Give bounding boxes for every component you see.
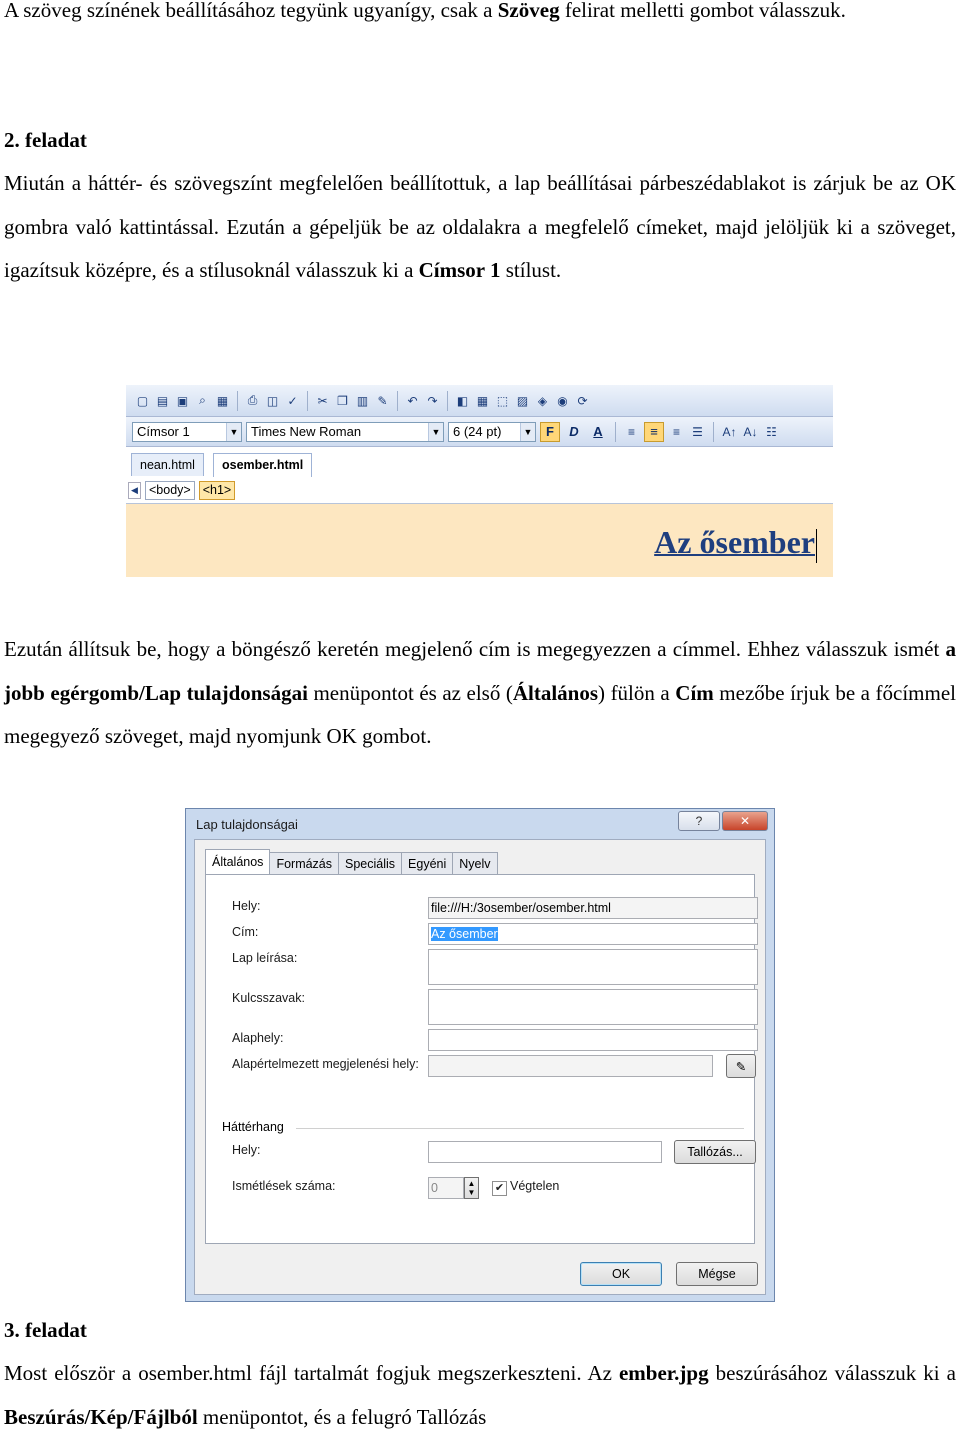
text-bold: Címsor 1 xyxy=(418,258,501,282)
crumb-body[interactable]: <body> xyxy=(145,481,195,500)
print-icon[interactable]: ⎙ xyxy=(247,393,258,407)
default-target-field[interactable] xyxy=(428,1055,713,1077)
browse-button[interactable]: Tallózás... xyxy=(674,1140,756,1164)
find-icon[interactable]: ⌕ xyxy=(199,393,206,407)
publish-icon[interactable]: ▦ xyxy=(216,393,229,408)
title-field[interactable] xyxy=(428,923,758,945)
heading-task-3: 3. feladat xyxy=(4,1318,87,1342)
text-segment: beszúrásához válasszuk ki a xyxy=(708,1361,956,1385)
loop-spinner[interactable] xyxy=(464,1177,479,1199)
size-combo[interactable] xyxy=(448,422,536,442)
insert-picture-icon[interactable]: ▨ xyxy=(516,393,529,408)
description-label: Lap leírása: xyxy=(232,951,298,965)
sound-location-field[interactable] xyxy=(428,1141,662,1163)
align-right-icon[interactable]: ≡ xyxy=(672,424,680,439)
help-button[interactable]: ? xyxy=(678,811,720,831)
paragraph-task-3 xyxy=(4,1352,956,1439)
text-segment: ) fülön a xyxy=(598,680,676,705)
cancel-button[interactable]: Mégse xyxy=(676,1262,758,1286)
text-segment: stílust. xyxy=(500,258,562,282)
chevron-down-icon[interactable]: ▼ xyxy=(520,423,535,441)
text-segment: menüpontot, és a felugró Tallózás xyxy=(197,1404,487,1429)
heading-task-2: 2. feladat xyxy=(4,128,87,152)
size-combo-value: 6 (24 pt) xyxy=(453,424,502,439)
text-bold: Cím xyxy=(675,680,714,705)
preview-icon[interactable]: ◫ xyxy=(266,393,279,408)
tab-general[interactable]: Általános xyxy=(205,849,270,875)
text-bold: Beszúrás/Kép/Fájlból xyxy=(4,1404,198,1429)
edit-target-button[interactable] xyxy=(726,1054,756,1078)
pencil-icon: ✎ xyxy=(735,1059,747,1074)
background-sound-group-label: Háttérhang xyxy=(222,1120,284,1134)
italic-button[interactable]: D xyxy=(569,424,579,439)
editing-canvas[interactable] xyxy=(126,504,833,577)
toolbar-separator xyxy=(307,391,308,411)
justify-icon[interactable]: ☰ xyxy=(692,424,703,439)
loop-count-field[interactable]: 0 xyxy=(428,1177,464,1199)
style-combo-value: Címsor 1 xyxy=(137,424,190,439)
chevron-down-icon[interactable]: ▼ xyxy=(428,423,443,441)
scroll-left-icon[interactable]: ◀ xyxy=(128,482,141,499)
bold-button[interactable]: F xyxy=(540,422,560,442)
redo-icon[interactable]: ↷ xyxy=(427,393,438,408)
base-location-field[interactable] xyxy=(428,1029,758,1051)
title-field-value: Az ősember xyxy=(431,927,498,941)
toolbar-separator xyxy=(237,391,238,411)
ok-button[interactable]: OK xyxy=(580,1262,662,1286)
align-center-icon[interactable]: ≡ xyxy=(644,422,664,442)
text-segment: Miután a háttér- és szövegszínt megfelelően beállítottuk, a lap beállításai párbeszédablakot is zárjuk be az OK gombra való kattintással. Ezután a gépeljük be az oldalakra a megfelelő címeket, majd jelöljük ki a szöveget, igazítsuk középre, és a stílusoknál válasszuk ki a xyxy=(4,171,956,282)
location-field[interactable]: file:///H:/3osember/osember.html xyxy=(428,897,758,919)
loop-count-label: Ismétlések száma: xyxy=(232,1179,336,1193)
tab-custom[interactable]: Egyéni xyxy=(401,852,453,875)
underline-button[interactable]: A xyxy=(593,424,603,439)
document-tabs xyxy=(126,447,833,478)
insert-component-icon[interactable]: ◧ xyxy=(456,393,469,408)
tab-language[interactable]: Nyelv xyxy=(452,852,497,875)
text-bold: Általános xyxy=(512,680,599,705)
increase-font-icon[interactable]: A↑ xyxy=(722,424,737,439)
tag-breadcrumb xyxy=(126,477,833,504)
text-segment: Most először a osember.html fájl tartalmát fogjuk megszerkeszteni. Az xyxy=(4,1361,619,1385)
spinner-up-icon: ▲ xyxy=(467,1179,476,1188)
text-segment: Ezután állítsuk be, hogy a böngésző keretén megjelenő cím is megegyezzen a címmel. Ehhez válasszuk ismét xyxy=(4,637,946,661)
toolbar-separator xyxy=(397,391,398,411)
keywords-field[interactable] xyxy=(428,989,758,1025)
toolbar-separator xyxy=(713,422,714,442)
decrease-font-icon[interactable]: A↓ xyxy=(743,424,758,439)
formatting-toolbar xyxy=(126,417,833,447)
text-segment: menüpontot és az első ( xyxy=(307,680,513,705)
text-bold: Szöveg xyxy=(497,0,560,22)
spinner-down-icon: ▼ xyxy=(467,1188,476,1197)
font-combo-value: Times New Roman xyxy=(251,424,362,439)
group-divider xyxy=(296,1128,744,1129)
paragraph-task-2 xyxy=(4,162,956,293)
document-heading-text: Az ősember xyxy=(654,524,815,560)
format-painter-icon[interactable]: ✎ xyxy=(377,393,388,408)
numbering-icon[interactable]: ☷ xyxy=(766,424,777,439)
cut-icon[interactable]: ✂ xyxy=(317,393,328,408)
insert-layer-icon[interactable]: ⬚ xyxy=(496,393,509,408)
hyperlink-icon[interactable]: ◉ xyxy=(557,393,568,408)
default-target-label: Alapértelmezett megjelenési hely: xyxy=(232,1057,419,1071)
keywords-label: Kulcsszavak: xyxy=(232,991,305,1005)
page-properties-dialog xyxy=(185,808,775,1302)
general-tab-panel xyxy=(205,874,755,1244)
text-segment: felirat melletti gombot válasszuk. xyxy=(559,0,846,22)
tab-nean-html[interactable]: nean.html xyxy=(131,453,204,476)
base-location-label: Alaphely: xyxy=(232,1031,284,1045)
close-button[interactable]: ✕ xyxy=(722,811,768,831)
font-combo[interactable] xyxy=(246,422,444,442)
refresh-icon[interactable]: ⟳ xyxy=(577,393,588,408)
toolbar-separator xyxy=(615,422,616,442)
document-heading xyxy=(654,524,817,563)
text-bold: ember.jpg xyxy=(618,1361,709,1385)
spelling-icon[interactable]: ✓ xyxy=(287,393,298,408)
crumb-h1[interactable]: <h1> xyxy=(199,481,236,500)
save-icon[interactable]: ▣ xyxy=(176,393,189,408)
standard-toolbar xyxy=(126,385,833,417)
tab-formatting[interactable]: Formázás xyxy=(269,852,339,875)
dialog-body xyxy=(194,839,766,1295)
insert-table-icon[interactable]: ▦ xyxy=(476,393,489,408)
text-segment: A szöveg színének beállításához tegyünk ugyanígy, csak a xyxy=(4,0,498,22)
tab-osember-html[interactable]: osember.html xyxy=(213,453,312,477)
dialog-tabs xyxy=(205,852,497,875)
chevron-down-icon[interactable]: ▼ xyxy=(226,423,241,441)
open-folder-icon[interactable]: ▤ xyxy=(156,393,169,408)
toolbar-separator xyxy=(447,391,448,411)
text-bold: a jobb egérgomb/Lap tulajdonságai xyxy=(4,637,956,705)
tab-advanced[interactable]: Speciális xyxy=(338,852,402,875)
paste-icon[interactable]: ▥ xyxy=(356,393,369,408)
location-label: Hely: xyxy=(232,899,261,913)
infinite-checkbox[interactable]: ✔ xyxy=(492,1181,507,1196)
dialog-title: Lap tulajdonságai xyxy=(196,817,298,832)
description-field[interactable] xyxy=(428,949,758,985)
style-combo[interactable] xyxy=(132,422,242,442)
text-caret xyxy=(816,529,817,563)
editor-screenshot xyxy=(126,385,833,577)
undo-icon[interactable]: ↶ xyxy=(407,393,418,408)
text-segment: mezőbe írjuk be a főcímmel megegyező szöveget, majd nyomjunk OK gombot. xyxy=(4,680,956,748)
infinite-label: Végtelen xyxy=(510,1179,560,1193)
new-document-icon[interactable]: ▢ xyxy=(136,393,149,408)
paragraph-text-color xyxy=(4,0,956,33)
title-label: Cím: xyxy=(232,925,259,939)
window-controls xyxy=(678,811,768,831)
align-left-icon[interactable]: ≡ xyxy=(627,424,635,439)
drawing-icon[interactable]: ◈ xyxy=(537,393,548,408)
sound-location-label: Hely: xyxy=(232,1143,261,1157)
copy-icon[interactable]: ❐ xyxy=(337,393,348,408)
paragraph-set-title xyxy=(4,628,956,759)
